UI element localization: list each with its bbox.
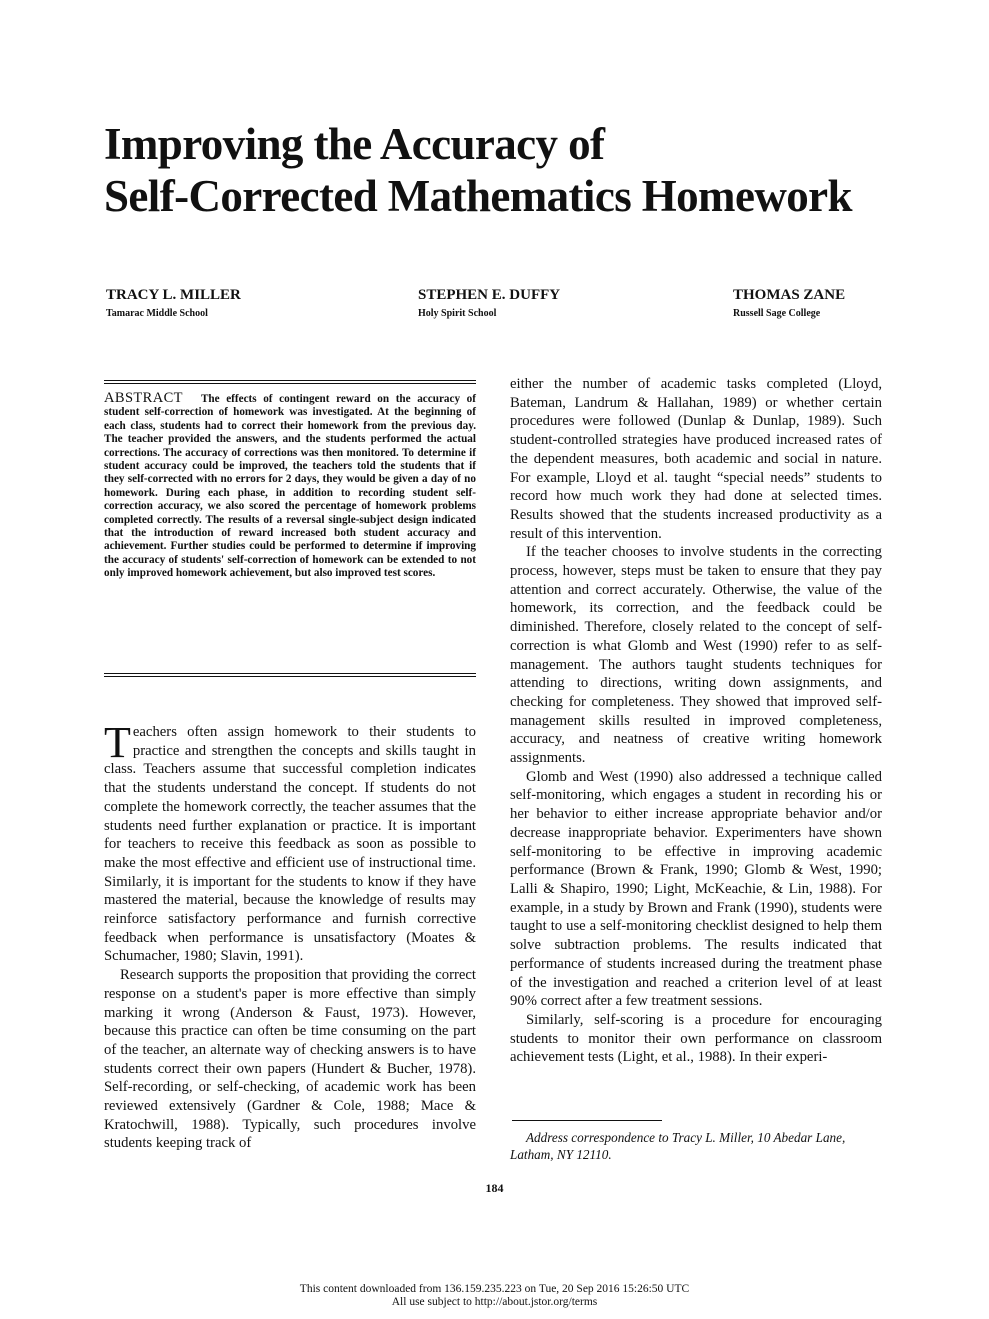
page-number: 184 — [485, 1181, 504, 1195]
author-affiliation: Tamarac Middle School — [106, 308, 208, 319]
abstract-label: ABSTRACT — [104, 390, 183, 406]
title-line-1: Improving the Accuracy of — [104, 119, 605, 169]
paragraph-text: eachers often assign homework to their students to practice and strengthen the concepts and skills taught in class. Teachers assume that successful completion indicates that the students understand the concept. If students do not complete the homework correctly, the teacher assumes that the students need further explanation or practice. It is important for teachers to receive this feedback as soon as possible to make the most effective and efficient use of instructional time. Similarly, it is important for the students to know if they have mastered the material, because the knowledge of results may reinforce satisfactory performance and furnish corrective feedback when performance is unsatisfactory (Moates & Schumacher, 1980; Slavin, 1991). — [104, 724, 476, 965]
body-paragraph: If the teacher chooses to involve students in the correcting process, however, steps must be taken to ensure that they pay attention and correct accurately. Otherwise, the value of the homework, its correction, and the feedback could be diminished. Therefore, closely related to the concept of self-correction is what Glomb and West (1990) refer to as self-management. The authors taught students techniques for attending to directions, writing down assignments, and checking for completeness. They showed that improved self-management skills resulted in improved completeness, accuracy, and neatness of creative writing homework assignments. — [510, 544, 882, 767]
title-line-2: Self-Corrected Mathematics Homework — [104, 171, 852, 221]
right-column — [510, 375, 882, 1067]
body-paragraph: Glomb and West (1990) also addressed a technique called self-monitoring, which engages a student in recording his or her behavior to either increase appropriate behavior and/or decrease inappropriate behavior. Experimenters have shown self-monitoring to be effective in improving academic performance (Brown & Frank, 1990; Glomb & West, 1990; Lalli & Shapiro, 1990; Light, McKeachie, & Lin, 1988). For example, in a study by Brown and Frank (1990), students were taught to use a self-monitoring checklist designed to help them solve subtraction problems. The results indicated that performance of students increased during the treatment phase of the investigation and reached a criterion level of at least 90% correct after a few treatment sessions. — [510, 768, 882, 1010]
author-name: TRACY L. MILLER — [106, 287, 241, 303]
author-name: STEPHEN E. DUFFY — [418, 287, 561, 303]
author-name: THOMAS ZANE — [733, 287, 846, 303]
author-affiliation: Holy Spirit School — [418, 308, 497, 319]
drop-cap: T — [104, 718, 131, 767]
body-paragraph: Similarly, self-scoring is a procedure for encouraging students to monitor their own performance on classroom achievement tests (Light, et al., 1988). In their experi- — [510, 1011, 882, 1066]
author-affiliation: Russell Sage College — [733, 308, 821, 319]
author-block — [733, 287, 845, 321]
footnote-rule — [512, 1120, 662, 1121]
abstract-text: The effects of contingent reward on the accuracy of student self-correction of homework was investigated. At the beginning of each class, students had to correct their homework from the previous day. The teacher provided the answers, and the students performed the actual corrections. The accuracy of corrections was then monitored. To determine if student accuracy could be improved, the teachers told the students that if they self-corrected with no errors for 2 days, they would be given a day of no homework. During each phase, in addition to recording student self-correction accuracy, we also scored the percentage of homework problems completed correctly. The results of a reversal single-subject design indicated that the introduction of reward increased both student accuracy and achievement. Further studies could be performed to determine if improving the accuracy of students' self-correction of homework can be extended to not only improved homework achievement, but also improved test scores. — [104, 393, 476, 580]
left-column — [104, 718, 476, 1153]
author-block — [418, 287, 560, 321]
abstract — [104, 392, 476, 581]
author-block — [106, 287, 241, 321]
body-paragraph: Research supports the proposition that providing the correct response on a student's paper is more effective than simply marking it wrong (Anderson & Faust, 1973). However, because this practice can often be time consuming on the part of the teacher, an alternate way of checking answers is to have students correct their own papers (Hundert & Bucher, 1978). Self-recording, or self-checking, of academic work has been reviewed extensively (Gardner & Cole, 1988; Mace & Kratochwill, 1988). Typically, such procedures involve students keeping track of — [104, 967, 476, 1152]
article-title — [104, 118, 904, 222]
footnote: Address correspondence to Tracy L. Miller, 10 Abedar Lane, Latham, NY 12110. — [510, 1130, 846, 1162]
jstor-terms-line: All use subject to http://about.jstor.org/terms — [391, 1295, 598, 1308]
abstract-top-rule — [104, 380, 476, 384]
body-paragraph — [104, 718, 476, 966]
body-paragraph: either the number of academic tasks completed (Lloyd, Bateman, Landrum & Hallahan, 1989) or whether certain procedures were followed (Dunlap & Dunlap, 1989). Such student-controlled strategies have produced increased rates of the dependent measures, both academic and social in nature. For example, Lloyd et al. taught “special needs” students to record how much work they had done at selected times. Results showed that the students increased productivity as a result of this intervention. — [510, 376, 882, 542]
jstor-notice — [0, 1283, 989, 1308]
abstract-bottom-rule — [104, 673, 476, 677]
jstor-download-line: This content downloaded from 136.159.235.223 on Tue, 20 Sep 2016 15:26:50 UTC — [299, 1283, 690, 1295]
